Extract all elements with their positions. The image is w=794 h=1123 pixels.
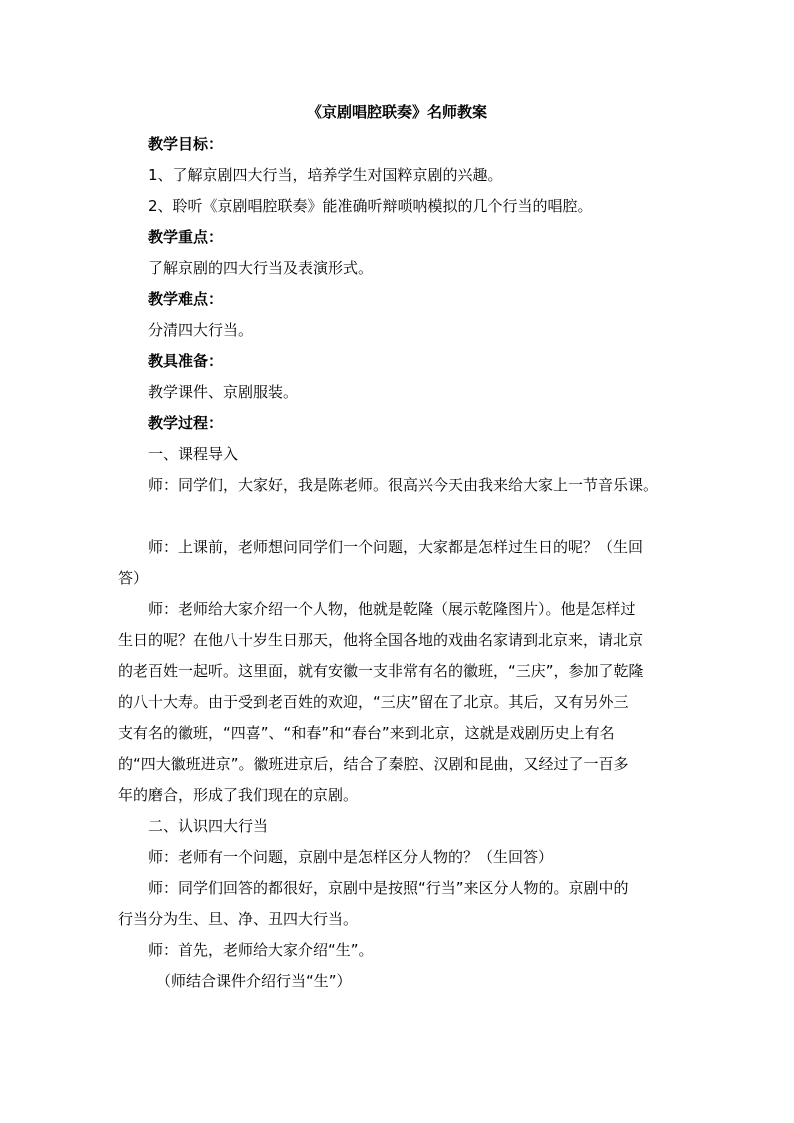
- materials-heading: 教具准备：: [148, 352, 224, 370]
- key-points-heading: 教学重点：: [148, 228, 224, 246]
- section-heading: 一、课程导入: [148, 445, 239, 463]
- paragraph-line: 师：首先，老师给大家介绍“生”。: [148, 941, 374, 959]
- paragraph-line: 行当分为生、旦、净、丑四大行当。: [118, 910, 359, 928]
- difficulties-text: 分清四大行当。: [148, 321, 254, 339]
- objectives-heading: 教学目标：: [148, 135, 224, 153]
- paragraph-line: 的“四大徽班进京”。徽班进京后，结合了秦腔、汉剧和昆曲，又经过了一百多: [118, 755, 629, 773]
- process-heading: 教学过程：: [148, 414, 224, 432]
- paragraph-line: 的老百姓一起听。这里面，就有安徽一支非常有名的徽班，“三庆”，参加了乾隆: [118, 662, 644, 680]
- paragraph-line: 答）: [118, 569, 149, 587]
- paragraph-line: 师：同学们，大家好，我是陈老师。很高兴今天由我来给大家上一节音乐课。: [148, 476, 659, 494]
- paragraph-line: （师结合课件介绍行当“生”）: [156, 972, 352, 990]
- objective-item: 2、聆听《京剧唱腔联奏》能准确听辩唢呐模拟的几个行当的唱腔。: [148, 197, 593, 215]
- paragraph-line: 支有名的徽班，“四喜”、“和春”和“春台”来到北京，这就是戏剧历史上有名: [118, 724, 615, 742]
- paragraph-line: 师：同学们回答的都很好，京剧中是按照“行当”来区分人物的。京剧中的: [148, 879, 629, 897]
- paragraph-line: 师：老师给大家介绍一个人物，他就是乾隆（展示乾隆图片）。他是怎样过: [148, 600, 636, 618]
- difficulties-heading: 教学难点：: [148, 290, 224, 308]
- paragraph-line: 师：上课前，老师想问同学们一个问题，大家都是怎样过生日的呢？（生回: [148, 538, 644, 556]
- paragraph-line: 的八十大寿。由于受到老百姓的欢迎，“三庆”留在了北京。其后，又有另外三: [118, 693, 629, 711]
- materials-text: 教学课件、京剧服装。: [148, 383, 299, 401]
- paragraph-line: 生日的呢？在他八十岁生日那天，他将全国各地的戏曲名家请到北京来，请北京: [118, 631, 644, 649]
- objective-item: 1、了解京剧四大行当，培养学生对国粹京剧的兴趣。: [148, 166, 503, 184]
- document-title: 《京剧唱腔联奏》名师教案: [306, 103, 487, 121]
- section-heading: 二、认识四大行当: [148, 817, 269, 835]
- paragraph-line: 年的磨合，形成了我们现在的京剧。: [118, 786, 359, 804]
- paragraph-line: 师：老师有一个问题，京剧中是怎样区分人物的？（生回答）: [148, 848, 554, 866]
- key-points-text: 了解京剧的四大行当及表演形式。: [148, 259, 374, 277]
